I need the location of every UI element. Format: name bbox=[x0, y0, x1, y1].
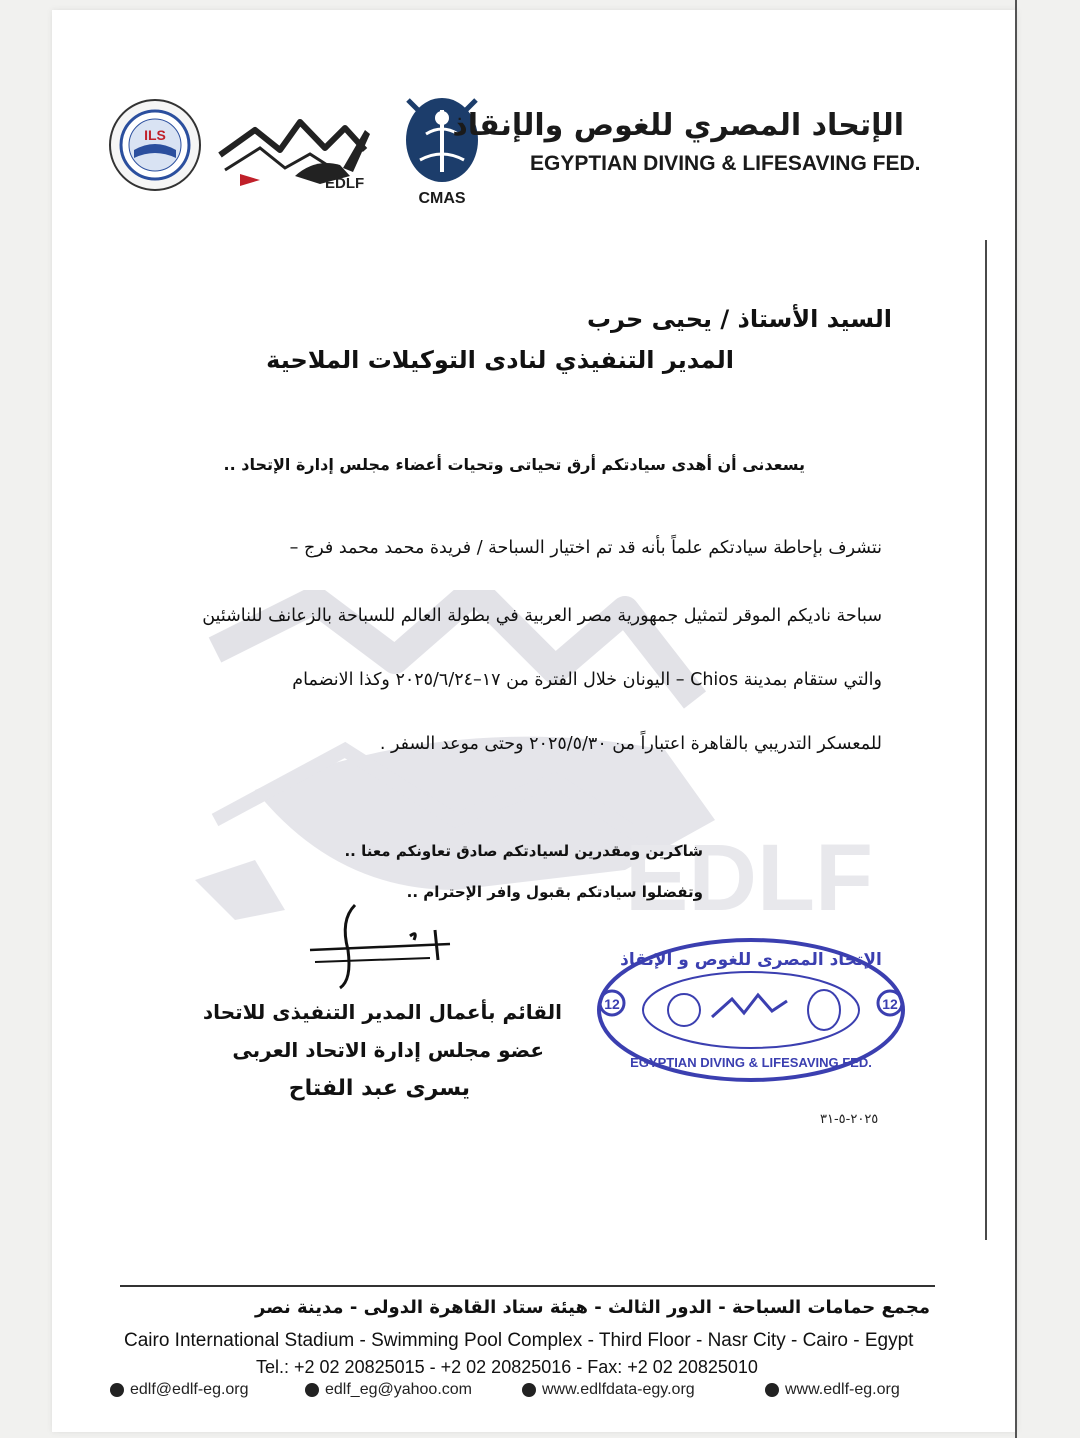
contact-website-1-text: www.edlfdata-egy.org bbox=[542, 1381, 695, 1398]
footer-address-arabic: مجمع حمامات السباحة - الدور الثالث - هيئة ستاد القاهرة الدولى - مدينة نصر bbox=[255, 1297, 930, 1318]
federation-name-arabic: الإتحاد المصري للغوص والإنقاذ bbox=[452, 108, 904, 143]
footer-divider bbox=[120, 1285, 935, 1287]
official-stamp bbox=[592, 935, 910, 1085]
handwritten-signature bbox=[300, 900, 470, 990]
signatory-membership: عضو مجلس إدارة الاتحاد العربى bbox=[232, 1038, 544, 1062]
federation-name-english: EGYPTIAN DIVING & LIFESAVING FED. bbox=[530, 152, 921, 175]
edlf-label: EDLF bbox=[325, 175, 365, 190]
contact-email-2-text: edlf_eg@yahoo.com bbox=[325, 1381, 472, 1398]
signatory-title: القائم بأعمال المدير التنفيذى للاتحاد bbox=[202, 1000, 562, 1024]
contact-website-1[interactable] bbox=[522, 1381, 695, 1399]
watermark-text: EDLF bbox=[625, 825, 874, 931]
stamp-text-arabic: الإتحاد المصرى للغوص و الإنقاذ bbox=[620, 950, 882, 970]
greeting: يسعدنى أن أهدى سيادتكم أرق تحياتى وتحيات أعضاء مجلس إدارة الإتحاد .. bbox=[223, 455, 805, 474]
ils-logo bbox=[108, 98, 202, 192]
body-line-2: سباحة ناديكم الموقر لتمثيل جمهورية مصر العربية في بطولة العالم للسباحة بالزعانف للناشئين bbox=[202, 606, 882, 626]
letter-date: ٢٠٢٥-٥-٣١ bbox=[820, 1112, 879, 1127]
globe-icon bbox=[522, 1383, 536, 1397]
ils-label: ILS bbox=[144, 127, 166, 143]
closing-thanks: شاكرين ومقدرين لسيادتكم صادق تعاونكم معنا .. bbox=[344, 842, 703, 860]
body-line-1: نتشرف بإحاطة سيادتكم علماً بأنه قد تم اختيار السباحة / فريدة محمد محمد فرج – bbox=[289, 538, 882, 558]
body-line-3: والتي ستقام بمدينة Chios – اليونان خلال الفترة من ١٧–٢٠٢٥/٦/٢٤ وكذا الانضمام bbox=[292, 670, 882, 690]
cmas-label: CMAS bbox=[418, 190, 466, 207]
page-fold-line bbox=[985, 240, 987, 1240]
email-icon bbox=[305, 1383, 319, 1397]
contact-website-2-text: www.edlf-eg.org bbox=[785, 1381, 900, 1398]
footer-contacts bbox=[110, 1381, 960, 1407]
email-icon bbox=[110, 1383, 124, 1397]
addressee-name: السيد الأستاذ / يحيى حرب bbox=[586, 305, 892, 333]
closing-regards: وتفضلوا سيادتكم بقبول وافر الإحترام .. bbox=[406, 883, 703, 901]
stamp-text-english: EGYPTIAN DIVING & LIFESAVING FED. bbox=[630, 1055, 872, 1070]
contact-email-1[interactable] bbox=[110, 1381, 249, 1399]
stamp-number-right: 12 bbox=[882, 996, 898, 1012]
contact-website-2[interactable] bbox=[765, 1381, 900, 1399]
contact-email-1-text: edlf@edlf-eg.org bbox=[130, 1381, 249, 1398]
footer-address-english: Cairo International Stadium - Swimming Pool Complex - Third Floor - Nasr City - Cairo - Egypt bbox=[124, 1330, 914, 1351]
signatory-name: يسرى عبد الفتاح bbox=[288, 1076, 470, 1101]
addressee-title: المدير التنفيذي لنادى التوكيلات الملاحية bbox=[266, 346, 734, 374]
letterhead bbox=[0, 0, 1080, 230]
globe-icon bbox=[765, 1383, 779, 1397]
body-line-4: للمعسكر التدريبي بالقاهرة اعتباراً من ٢٠٢٥/٥/٣٠ وحتى موعد السفر . bbox=[379, 734, 882, 754]
stamp-number-left: 12 bbox=[604, 996, 620, 1012]
footer-phones: Tel.: +2 02 20825015 - +2 02 20825016 - Fax: +2 02 20825010 bbox=[256, 1357, 758, 1377]
contact-email-2[interactable] bbox=[305, 1381, 472, 1399]
edlf-logo bbox=[215, 110, 375, 190]
